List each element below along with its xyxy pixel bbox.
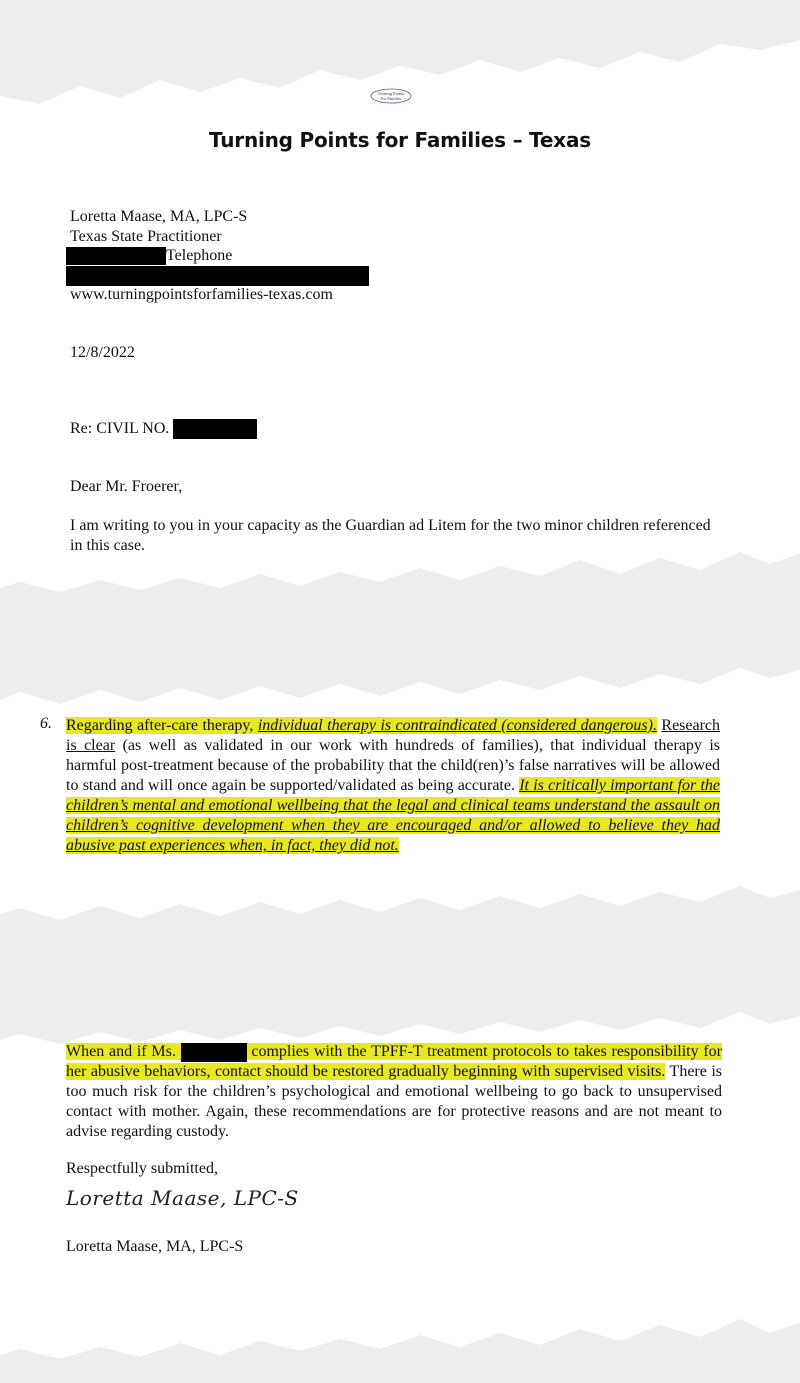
sender-name: Loretta Maase, MA, LPC-S [70, 208, 248, 225]
svg-text:Turning Points: Turning Points [377, 91, 405, 96]
letter-date: 12/8/2022 [70, 344, 135, 361]
page-fragment-top [0, 0, 800, 600]
intro-paragraph: I am writing to you in your capacity as the Guardian ad Litem for the two minor children referenced in this case. [70, 517, 711, 554]
redaction-bar [173, 419, 257, 439]
redaction-bar [66, 247, 166, 265]
item6-paragraph [66, 716, 720, 856]
research-clear: Research is clear [66, 717, 721, 754]
sender-role: Texas State Practitioner [70, 228, 222, 245]
redaction-bar [181, 1043, 247, 1062]
signed-name: Loretta Maase, MA, LPC-S [66, 1238, 244, 1255]
redacted-address-line [66, 266, 369, 286]
signoff: Respectfully submitted, [66, 1160, 218, 1177]
turning-points-logo [370, 88, 412, 104]
torn-top-edge [0, 660, 800, 720]
torn-bottom-edge [0, 870, 800, 930]
closing-paragraph [66, 1042, 722, 1142]
lead-emphasis: individual therapy is contraindicated (considered dangerous). [257, 717, 657, 734]
letterhead-title: Turning Points for Families – Texas [209, 128, 591, 152]
redaction-bar [66, 266, 369, 286]
telephone-label: Telephone [166, 247, 233, 264]
item6-body: (as well as validated in our work with hundreds of families), that individual therapy is harmful post-treatment because of the probability that the child(ren)’s false narratives will be allowed to stand and will once again be supported/validated as being accurate. [66, 737, 721, 794]
svg-text:For Families: For Families [380, 96, 402, 101]
handwritten-signature: Loretta Maase, LPC-S [66, 1186, 299, 1210]
torn-bottom-edge [0, 1293, 800, 1383]
sender-website: www.turningpointsforfamilies-texas.com [70, 286, 333, 303]
sender-phone-line [66, 246, 232, 266]
item6-emphasis: It is critically important for the children’s mental and emotional wellbeing that the legal and clinical teams understand the assault on children’s cognitive development when they are encouraged and/or allowed to believe they had abusive past experiences when, in fact, they did not. [66, 777, 720, 854]
re-line [70, 419, 257, 439]
re-label: Re: CIVIL NO. [70, 420, 170, 437]
closing-part3: There is too much risk for the children’s psychological and emotional wellbeing to go back to unsupervised contact with mother. Again, these recommendations are for protective reasons and are not meant to advise regarding custody. [66, 1063, 723, 1140]
item-number: 6. [40, 715, 52, 732]
salutation: Dear Mr. Froerer, [70, 478, 183, 495]
closing-part1: When and if Ms. [66, 1043, 181, 1060]
lead-text: Regarding after-care therapy, [66, 717, 258, 734]
closing-part2: complies with the TPFF-T treatment protocols to takes responsibility for her abusive behaviors, contact should be restored gradually beginning with supervised visits. [66, 1043, 723, 1080]
